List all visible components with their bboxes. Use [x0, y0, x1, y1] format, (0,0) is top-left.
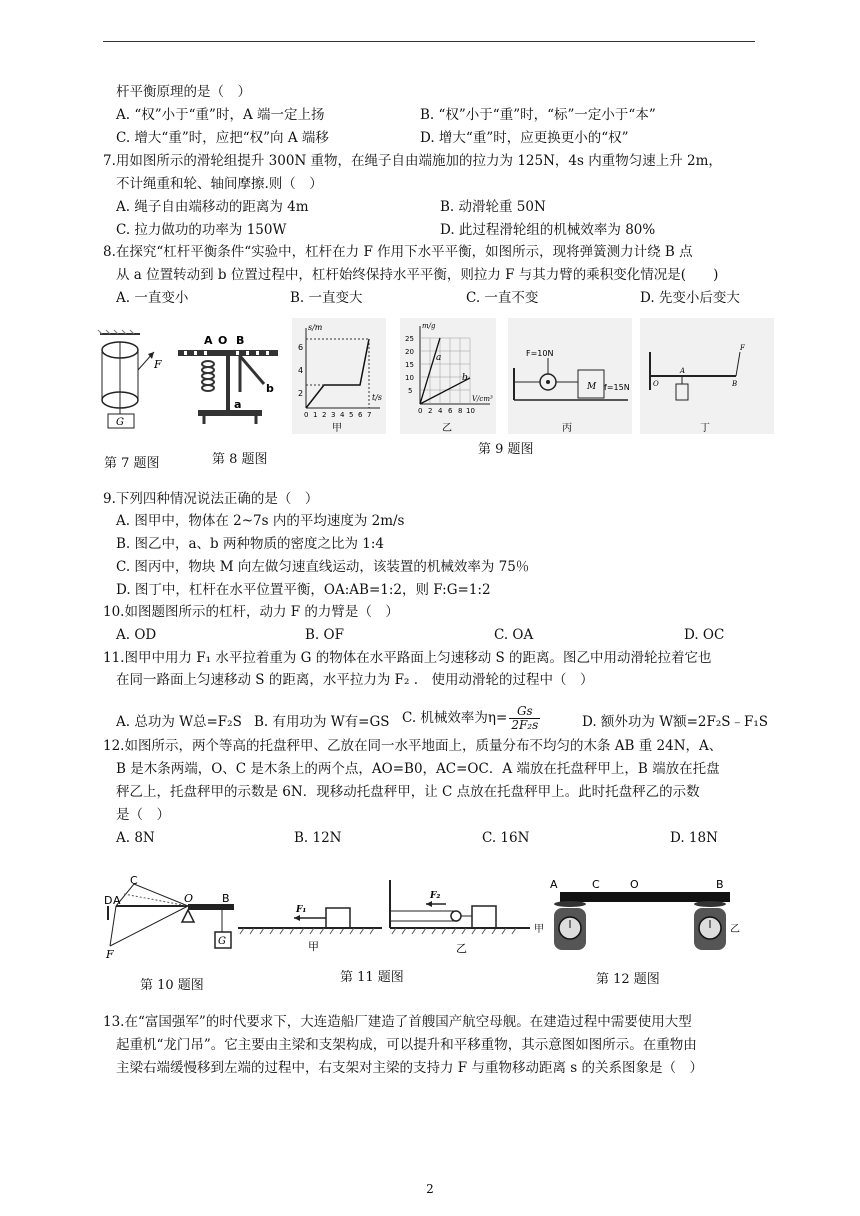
fig9-ding-figure — [640, 318, 774, 434]
fig9-jia-xtick-0: 0 — [304, 411, 309, 419]
q8-option-a: A. 一直变小 — [116, 290, 189, 306]
fig9-jia-ylabel: s/m — [308, 323, 323, 332]
q12-stem-1: 12.如图所示，两个等高的托盘秤甲、乙放在同一水平地面上，质量分布不均匀的木条 AB 重 24N，A、 — [103, 738, 723, 754]
fig9-jia-graph — [292, 318, 386, 434]
fig12-label-jia: 甲 — [534, 924, 544, 935]
q13-stem-2: 起重机“龙门吊”。它主要由主梁和支架构成，可以提升和平移重物，其示意图如图所示。在重物由 — [116, 1037, 697, 1053]
fig8-label-o: O — [218, 334, 228, 347]
fig9-ding-a: A — [680, 367, 686, 375]
fig9-jia-ytick-6: 6 — [298, 343, 304, 352]
fig9-ding-o: O — [653, 380, 659, 388]
fig12-label-c: C — [592, 878, 600, 891]
fig9-yi-ytick-25: 25 — [405, 335, 414, 343]
q12-stem-4: 是（ ） — [116, 807, 170, 823]
q10-option-d: D. OC — [684, 627, 725, 643]
fig9-bing-f1: F=10N — [526, 349, 554, 358]
q11-option-b: B. 有用功为 W有=GS — [254, 714, 390, 730]
fig9-bing-name: 丙 — [562, 423, 572, 434]
fig7-caption: 第 7 题图 — [104, 456, 160, 471]
fig8-caption: 第 8 题图 — [212, 452, 268, 467]
fig11-yi-force: F₂ — [430, 891, 441, 901]
fig9-bing-m: M — [587, 382, 597, 392]
fig9-yi-line-b: b — [462, 373, 468, 383]
q12-option-a: A. 8N — [116, 830, 155, 846]
fig9-jia-xtick-5: 5 — [349, 411, 354, 419]
q6-option-d: D. 增大“重”时，应更换更小的“权” — [420, 130, 629, 146]
q8-option-d: D. 先变小后变大 — [640, 290, 740, 306]
fig9-jia-xtick-3: 3 — [331, 411, 336, 419]
q10-option-b: B. OF — [305, 627, 344, 643]
fig9-ding-f: F — [740, 344, 745, 352]
fig9-yi-ylabel: m/g — [422, 322, 436, 330]
fig10-label-a: A — [113, 894, 121, 907]
q7-option-b: B. 动滑轮重 50N — [440, 199, 546, 215]
fig12-scales-figure — [534, 874, 744, 966]
q9-option-a: A. 图甲中，物体在 2~7s 内的平均速度为 2m/s — [116, 513, 405, 529]
fig9-jia-xtick-4: 4 — [340, 411, 345, 419]
fig9-jia-name: 甲 — [332, 423, 342, 434]
fig9-yi-xtick-10: 10 — [466, 407, 475, 415]
fig10-label-c: C — [130, 874, 138, 887]
fig11-caption: 第 11 题图 — [340, 970, 404, 985]
fig9-bing-f2: f=15N — [604, 383, 630, 392]
fig9-yi-ytick-5: 5 — [408, 387, 413, 395]
q12-stem-3: 秤乙上，托盘秤甲的示数是 6N．现移动托盘秤甲，让 C 点放在托盘秤甲上。此时托盘秤乙的示数 — [116, 784, 700, 800]
q13-stem-3: 主梁右端缓慢移到左端的过程中，右支架对主梁的支持力 F 与重物移动距离 s 的关系图象是（ ） — [116, 1060, 703, 1076]
fig12-label-a: A — [550, 878, 558, 891]
fig11-jia-figure — [238, 888, 384, 960]
fig9-ding-b: B — [732, 380, 738, 388]
q11-option-c — [402, 704, 542, 732]
fig12-caption: 第 12 题图 — [596, 972, 660, 987]
fig9-yi-line-a: a — [436, 353, 442, 363]
fig12-label-o: O — [630, 878, 639, 891]
q12-option-c: C. 16N — [482, 830, 530, 846]
page-number: 2 — [426, 1182, 434, 1196]
fig12-label-yi: 乙 — [730, 924, 740, 935]
q10-option-a: A. OD — [116, 627, 157, 643]
q6-option-c: C. 增大“重”时，应把“权”向 A 端移 — [116, 130, 329, 146]
fig8-label-a: A — [204, 334, 213, 347]
fig9-jia-xtick-2: 2 — [322, 411, 327, 419]
fig9-jia-xlabel: t/s — [372, 393, 383, 402]
fig9-yi-xtick-0: 0 — [418, 407, 423, 415]
q11-stem-2: 在同一路面上匀速移动 S 的距离，水平拉力为 F₂ . 使用动滑轮的过程中（ ） — [116, 672, 594, 688]
q7-option-c: C. 拉力做功的功率为 150W — [116, 222, 287, 238]
fig7-pulley-figure — [96, 330, 176, 430]
fig7-label-g: G — [116, 417, 124, 428]
fig9-yi-xtick-4: 4 — [438, 407, 443, 415]
fig9-yi-xlabel: V/cm³ — [472, 395, 493, 403]
q11-option-d: D. 额外功为 W额=2F₂S﹣F₁S — [582, 714, 769, 730]
fig9-jia-xtick-6: 6 — [358, 411, 363, 419]
fig9-yi-xtick-6: 6 — [448, 407, 453, 415]
q7-option-d: D. 此过程滑轮组的机械效率为 80% — [440, 222, 656, 238]
q6-option-b: B. “权”小于“重”时，“标”一定小于“本” — [420, 107, 656, 123]
q8-stem-2: 从 a 位置转动到 b 位置过程中，杠杆始终保持水平平衡，则拉力 F 与其力臂的乘积变化情况是( ) — [116, 267, 719, 283]
fig9-yi-ytick-20: 20 — [405, 348, 414, 356]
q11-option-a: A. 总功为 W总=F₂S — [116, 714, 242, 730]
q11-efficiency-fraction — [509, 705, 540, 732]
fig9-yi-xtick-2: 2 — [428, 407, 433, 415]
q11-fraction-denominator: 2F₂s — [511, 718, 539, 732]
fig9-jia-ytick-2: 2 — [298, 389, 304, 398]
fig10-label-o: O — [184, 892, 194, 905]
fig8-label-b: B — [236, 334, 245, 347]
fig9-jia-xtick-7: 7 — [367, 411, 372, 419]
fig11-jia-name: 甲 — [308, 940, 319, 953]
fig9-ding-name: 丁 — [700, 423, 710, 434]
fig7-label-f: F — [154, 358, 162, 371]
fig10-caption: 第 10 题图 — [140, 978, 204, 993]
fig9-yi-name: 乙 — [442, 423, 452, 434]
q12-stem-2: B 是木条两端，O、C 是木条上的两个点，AO=B0，AC=OC．A 端放在托盘秤甲上，B 端放在托盘 — [116, 761, 720, 777]
fig9-yi-ytick-10: 10 — [405, 374, 414, 382]
q7-stem-1: 7.用如图所示的滑轮组提升 300N 重物，在绳子自由端施加的拉力为 125N，4s 内重物匀速上升 2m， — [103, 153, 722, 169]
fig9-jia-ytick-4: 4 — [298, 366, 304, 375]
fig9-bing-figure — [508, 318, 632, 434]
fig8-label-pos-b: b — [266, 382, 274, 395]
q11-fraction-numerator: Gs — [509, 705, 540, 719]
fig9-caption: 第 9 题图 — [478, 442, 534, 457]
q7-stem-2: 不计绳重和轮、轴间摩擦.则（ ） — [116, 176, 323, 192]
fig9-yi-graph — [400, 318, 496, 434]
fig10-label-d: D — [104, 894, 113, 907]
header-rule — [103, 41, 755, 42]
q8-option-c: C. 一直不变 — [466, 290, 539, 306]
q9-option-b: B. 图乙中，a、b 两种物质的密度之比为 1:4 — [116, 536, 385, 552]
q9-stem: 9.下列四种情况说法正确的是（ ） — [103, 491, 319, 507]
fig11-yi-figure — [384, 876, 532, 960]
q6-continuation: 杆平衡原理的是（ ） — [116, 84, 251, 100]
q9-option-c: C. 图丙中，物块 M 向左做匀速直线运动，该装置的机械效率为 75％ — [116, 559, 530, 575]
q12-option-d: D. 18N — [670, 830, 718, 846]
q8-stem-1: 8.在探究“杠杆平衡条件“实验中，杠杆在力 F 作用下水平平衡，如图所示，现将弹簧测力计绕 B 点 — [103, 244, 693, 260]
fig10-label-b: B — [222, 892, 230, 905]
q7-option-a: A. 绳子自由端移动的距离为 4m — [116, 199, 309, 215]
q11-option-c-text: C. 机械效率为η= — [402, 710, 508, 726]
q6-option-a: A. “权”小于“重”时，A 端一定上扬 — [116, 107, 325, 123]
q9-option-d: D. 图丁中，杠杆在水平位置平衡，OA:AB=1:2，则 F:G=1:2 — [116, 582, 491, 598]
q10-stem: 10.如图题图所示的杠杆，动力 F 的力臂是（ ） — [103, 604, 399, 620]
fig10-lever-figure — [104, 876, 242, 966]
fig8-label-pos-a: a — [234, 398, 242, 411]
fig9-yi-ytick-15: 15 — [405, 361, 414, 369]
fig10-label-f: F — [106, 948, 114, 961]
q13-stem-1: 13.在“富国强军”的时代要求下，大连造船厂建造了首艘国产航空母舰。在建造过程中需要使用大型 — [103, 1014, 692, 1030]
fig9-jia-xtick-1: 1 — [313, 411, 318, 419]
q11-stem-1: 11.图甲中用力 F₁ 水平拉着重为 G 的物体在水平路面上匀速移动 S 的距离。图乙中用动滑轮拉着它也 — [103, 650, 712, 666]
fig12-label-b: B — [716, 878, 724, 891]
fig11-jia-force: F₁ — [296, 905, 307, 915]
q8-option-b: B. 一直变大 — [290, 290, 363, 306]
fig10-label-g: G — [218, 936, 226, 947]
fig9-yi-xtick-8: 8 — [458, 407, 463, 415]
fig8-lever-figure — [176, 330, 280, 426]
fig11-yi-name: 乙 — [456, 942, 467, 955]
q12-option-b: B. 12N — [294, 830, 342, 846]
q10-option-c: C. OA — [494, 627, 534, 643]
